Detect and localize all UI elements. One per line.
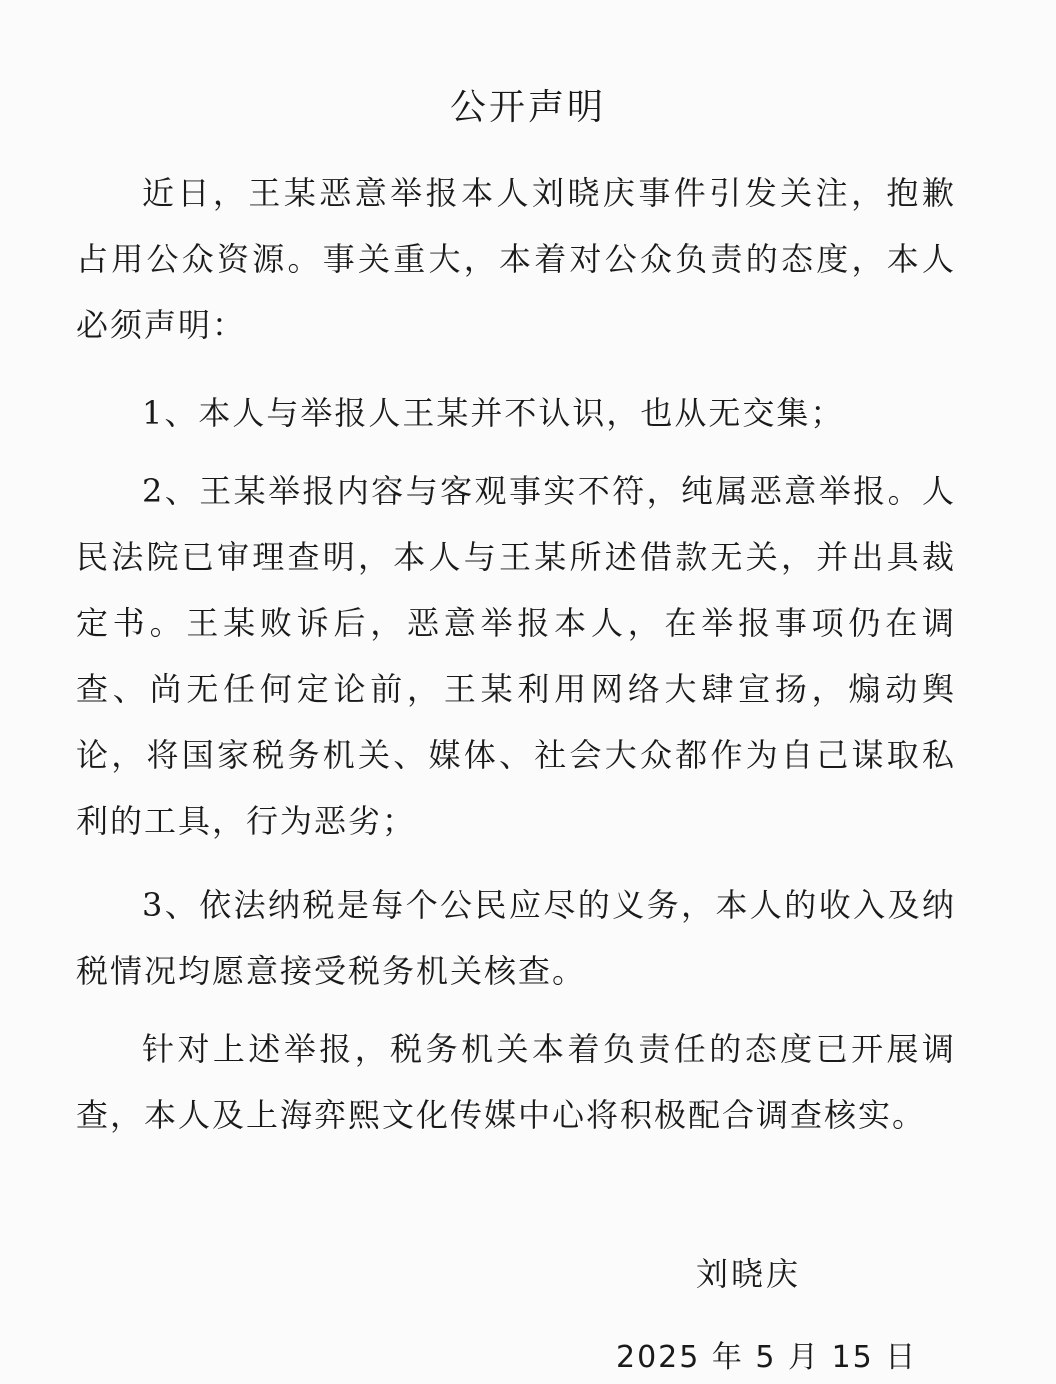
date: 2025 年 5 月 15 日 bbox=[616, 1340, 918, 1375]
paragraph-point-3: 3、依法纳税是每个公民应尽的义务，本人的收入及纳税情况均愿意接受税务机关核查。 bbox=[76, 886, 956, 990]
paragraph-closing: 针对上述举报，税务机关本着负责任的态度已开展调查，本人及上海弈熙文化传媒中心将积极配合调查核实。 bbox=[76, 1030, 956, 1134]
paragraph-intro: 近日，王某恶意举报本人刘晓庆事件引发关注，抱歉占用公众资源。事关重大，本着对公众负责的态度，本人必须声明： bbox=[76, 174, 956, 344]
signature: 刘晓庆 bbox=[696, 1255, 802, 1293]
document-title: 公开声明 bbox=[449, 87, 606, 128]
paragraph-point-2: 2、王某举报内容与客观事实不符，纯属恶意举报。人民法院已审理查明，本人与王某所述借款无关，并出具裁定书。王某败诉后，恶意举报本人，在举报事项仍在调查、尚无任何定论前，王某利用网络大肆宣扬，煽动舆论，将国家税务机关、媒体、社会大众都作为自己谋取私利的工具，行为恶劣； bbox=[76, 472, 956, 840]
paragraph-point-1: 1、本人与举报人王某并不认识，也从无交集； bbox=[142, 394, 845, 432]
